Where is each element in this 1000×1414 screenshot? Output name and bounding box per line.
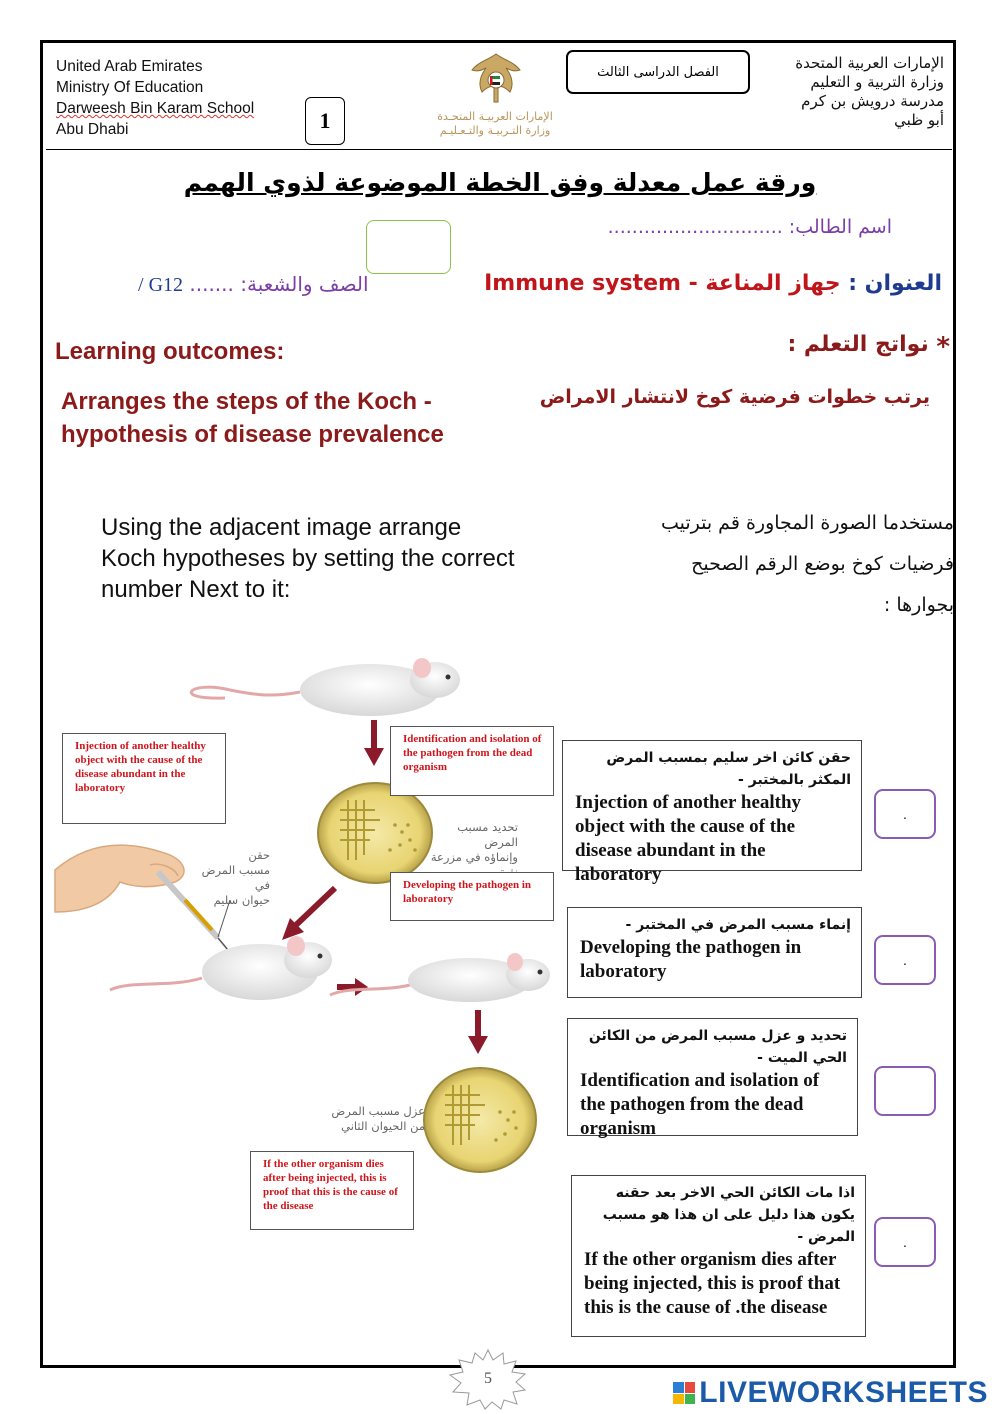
subject-line <box>484 271 942 296</box>
subject-value: جهاز المناعة - Immune system <box>484 271 841 296</box>
step-card-3 <box>567 1018 858 1139</box>
learning-outcomes-ar-text: نواتج التعلم : <box>787 332 929 357</box>
step-en-text: If the other organism dies after being injected, this is proof that this is the cause of .the disease <box>584 1249 841 1318</box>
caption-identify <box>430 820 518 880</box>
liveworksheets-brand-text: LIVEWORKSHEETS <box>699 1376 988 1409</box>
worksheet-number-badge: 1 <box>305 97 345 145</box>
step-card-4 <box>571 1175 866 1337</box>
caption-line: من الحيوان الثاني <box>341 1119 425 1133</box>
step-ar-text: حقن كائن اخر سليم بمسبب المرض المكثر بالمختبر - <box>606 750 851 788</box>
instructions-ar <box>624 510 954 633</box>
answer-input-3[interactable] <box>874 1066 936 1116</box>
header-en-line: Abu Dhabi <box>56 121 129 138</box>
emblem-caption <box>415 110 575 138</box>
petri-dish-bottom-icon <box>424 1068 536 1172</box>
objective-en: Arranges the steps of the Koch - hypothesis of disease prevalence <box>61 388 444 448</box>
page-title: ورقة عمل معدلة وفق الخطة الموضوعة لذوي الهمم <box>183 168 817 197</box>
header-arabic <box>795 54 944 130</box>
petri-dish-top-icon <box>318 783 432 883</box>
dead-mouse-top <box>191 658 460 716</box>
step-en-text: Injection of another healthy object with the cause of the disease abundant in the laboratory <box>575 792 802 885</box>
header-ar-line: الإمارات العربية المتحدة <box>795 54 944 72</box>
caption-line: مسبب المرض في <box>201 863 270 892</box>
header-ar-line: وزارة التربية و التعليم <box>810 73 944 91</box>
page-number: 5 <box>484 1370 492 1387</box>
instructions-ar-line: بجوارها : <box>883 594 954 616</box>
arrow-2-icon <box>282 888 335 940</box>
grade-line <box>138 272 369 297</box>
header-en-line: Ministry Of Education <box>56 79 204 96</box>
caption-line: عزل مسبب المرض <box>331 1104 425 1118</box>
arrow-3-icon <box>337 978 368 996</box>
step-ar-text: إنماء مسبب المرض في المختبر - <box>625 917 851 933</box>
subject-label: العنوان : <box>848 271 942 296</box>
label-developing: Developing the pathogen in laboratory <box>390 872 554 921</box>
instructions-en: Using the adjacent image arrange Koch hypotheses by setting the correct number Next to it: <box>101 514 515 603</box>
label-injection: Injection of another healthy object with the cause of the disease abundant in the laboratory <box>62 733 226 824</box>
step-ar-text: اذا مات الكائن الحي الاخر بعد حقنه يكون هذا دليل على ان هذا هو مسبب المرض - <box>602 1185 855 1245</box>
header-ar-line: مدرسة درويش بن كرم <box>801 92 944 110</box>
student-name-label: اسم الطالب: ............................. <box>607 216 892 238</box>
emblem-caption-line: وزارة التـربيـة والتـعـليـم <box>439 124 551 137</box>
term-label: الفصل الدراسى الثالث <box>566 50 750 94</box>
header-divider <box>46 149 952 150</box>
answer-input-1[interactable]: . <box>874 789 936 839</box>
objective-ar: يرتب خطوات فرضية كوخ لانتشار الامراض <box>539 386 930 408</box>
step-ar-text: تحديد و عزل مسبب المرض من الكائن الحي الميت - <box>588 1028 847 1066</box>
label-dies: If the other organism dies after being injected, this is proof that this is the cause of the disease <box>250 1151 414 1230</box>
step-card-2 <box>567 907 862 998</box>
score-box[interactable] <box>366 220 451 274</box>
learning-outcomes-ar-label <box>787 332 950 362</box>
arrow-1-icon <box>364 720 384 766</box>
caption-inject <box>185 848 270 908</box>
caption-line: وإنماؤه في مزرعة <box>430 850 518 864</box>
label-identification: Identification and isolation of the pathogen from the dead organism <box>390 726 554 796</box>
step-card-1 <box>562 740 862 885</box>
caption-line: حقن <box>248 848 270 862</box>
header-en-line: United Arab Emirates <box>56 58 203 75</box>
liveworksheets-logo[interactable] <box>673 1376 988 1410</box>
liveworksheets-logo-icon <box>673 1382 695 1404</box>
answer-input-2[interactable]: . <box>874 935 936 985</box>
learning-outcomes-en-label: Learning outcomes: <box>55 338 285 365</box>
uae-emblem-icon <box>468 50 524 108</box>
grade-label: الصف والشعبة: ....... <box>189 272 369 296</box>
header-english <box>56 56 254 140</box>
step-en-text: Developing the pathogen in laboratory <box>580 937 802 982</box>
emblem-caption-line: الإمارات العربيـة المتحـدة <box>437 110 553 123</box>
grade-value: G12 / <box>138 274 184 296</box>
caption-line: حيوان سليم <box>213 893 270 907</box>
step-en-text: Identification and isolation of the pathogen from the dead organism <box>580 1070 820 1139</box>
header-en-line: Darweesh Bin Karam School <box>56 100 255 117</box>
dead-mouse-second <box>330 953 550 1002</box>
arrow-4-icon <box>468 1010 488 1054</box>
caption-isolate <box>310 1104 425 1134</box>
instructions-ar-line: فرضيات كوخ بوضع الرقم الصحيح <box>691 553 954 575</box>
instructions-ar-line: مستخدما الصورة المجاورة قم بترتيب <box>660 512 954 534</box>
header-ar-line: أبو ظبي <box>894 111 944 129</box>
injected-mouse <box>110 936 332 1000</box>
answer-input-4[interactable]: . <box>874 1217 936 1267</box>
caption-line: تحديد مسبب المرض <box>457 820 518 849</box>
star-marker: * <box>936 332 950 362</box>
